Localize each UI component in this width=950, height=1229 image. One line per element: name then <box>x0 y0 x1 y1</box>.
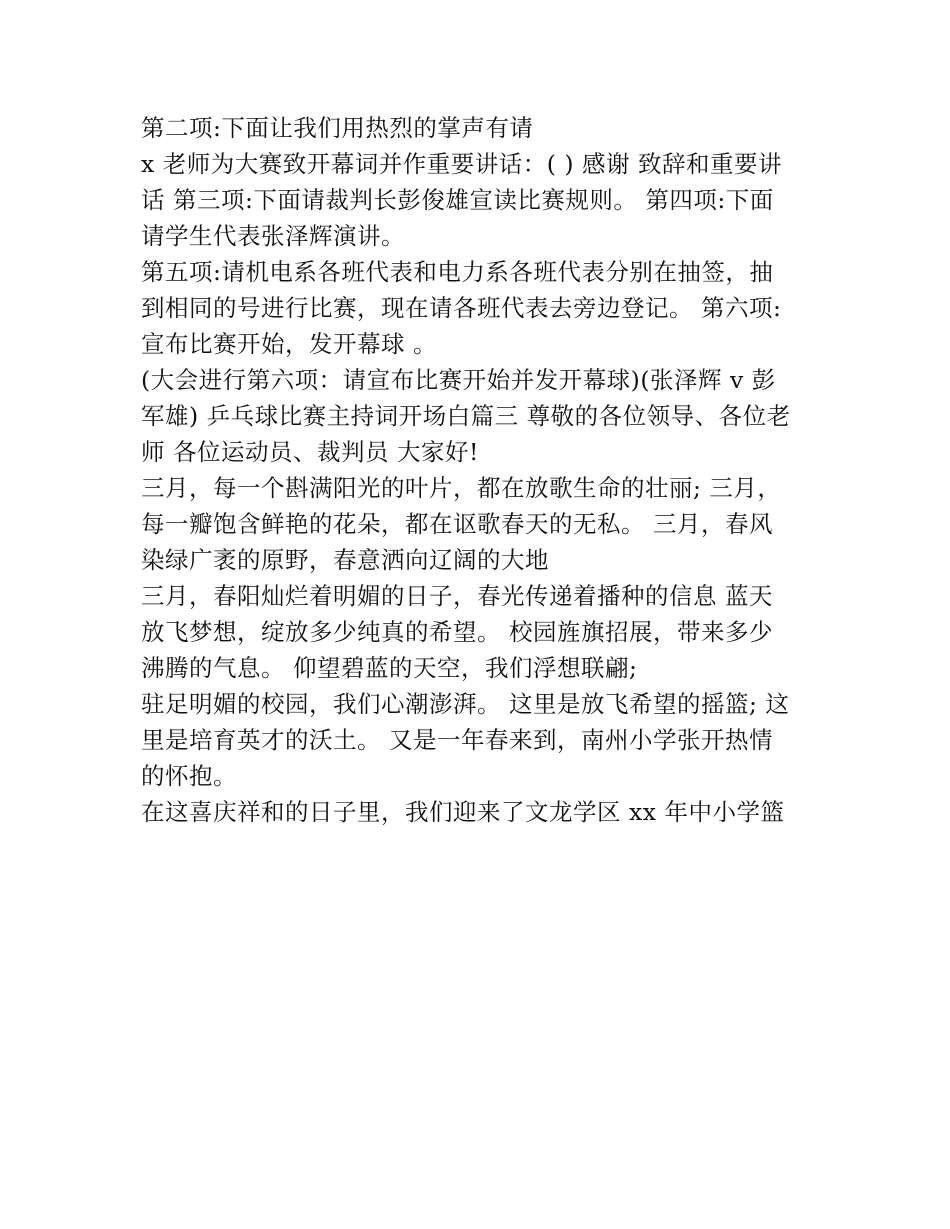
text-line: 沸腾的气息。 仰望碧蓝的天空，我们浮想联翩; <box>141 654 638 682</box>
text-line: (大会进行第六项：请宣布比赛开始并发开幕球)(张泽辉 v 彭 <box>141 366 776 394</box>
text-line: 三月，春阳灿烂着明媚的日子，春光传递着播种的信息 蓝天 <box>141 582 773 610</box>
text-line: 第二项:下面让我们用热烈的掌声有请 <box>141 114 534 142</box>
document-body <box>141 110 821 830</box>
text-line: 三月，每一个斟满阳光的叶片，都在放歌生命的壮丽; 三月， <box>141 474 782 502</box>
text-line: 里是培育英才的沃土。 又是一年春来到，南州小学张开热情 <box>141 726 773 754</box>
text-line: 放飞梦想，绽放多少纯真的希望。 校园旌旗招展，带来多少 <box>141 618 773 646</box>
paragraph <box>141 686 821 794</box>
paragraph <box>141 470 821 578</box>
text-line: 驻足明媚的校园，我们心潮澎湃。 这里是放飞希望的摇篮; 这 <box>141 690 790 718</box>
text-line: 的怀抱。 <box>141 762 237 790</box>
paragraph <box>141 254 821 362</box>
text-line: 军雄) 乒乓球比赛主持词开场白篇三 尊敬的各位领导、各位老 <box>141 402 791 430</box>
text-line: 在这喜庆祥和的日子里，我们迎来了文龙学区 xx 年中小学篮 <box>141 798 785 826</box>
text-line: 请学生代表张泽辉演讲。 <box>141 222 405 250</box>
text-line: 每一瓣饱含鲜艳的花朵，都在讴歌春天的无私。 三月，春风 <box>141 510 773 538</box>
text-line: 宣布比赛开始，发开幕球 。 <box>141 330 437 358</box>
text-line: 师 各位运动员、裁判员 大家好! <box>141 438 479 466</box>
paragraph <box>141 146 821 254</box>
paragraph <box>141 794 821 830</box>
paragraph <box>141 110 821 146</box>
text-line: 染绿广袤的原野，春意洒向辽阔的大地 <box>141 546 549 574</box>
text-line: 到相同的号进行比赛，现在请各班代表去旁边登记。 第六项: <box>141 294 782 322</box>
text-line: 第五项:请机电系各班代表和电力系各班代表分别在抽签，抽 <box>141 258 774 286</box>
paragraph <box>141 362 821 470</box>
text-line: 话 第三项:下面请裁判长彭俊雄宣读比赛规则。 第四项:下面 <box>141 186 774 214</box>
paragraph <box>141 578 821 686</box>
text-line: x 老师为大赛致开幕词并作重要讲话：( ) 感谢 致辞和重要讲 <box>141 150 782 178</box>
